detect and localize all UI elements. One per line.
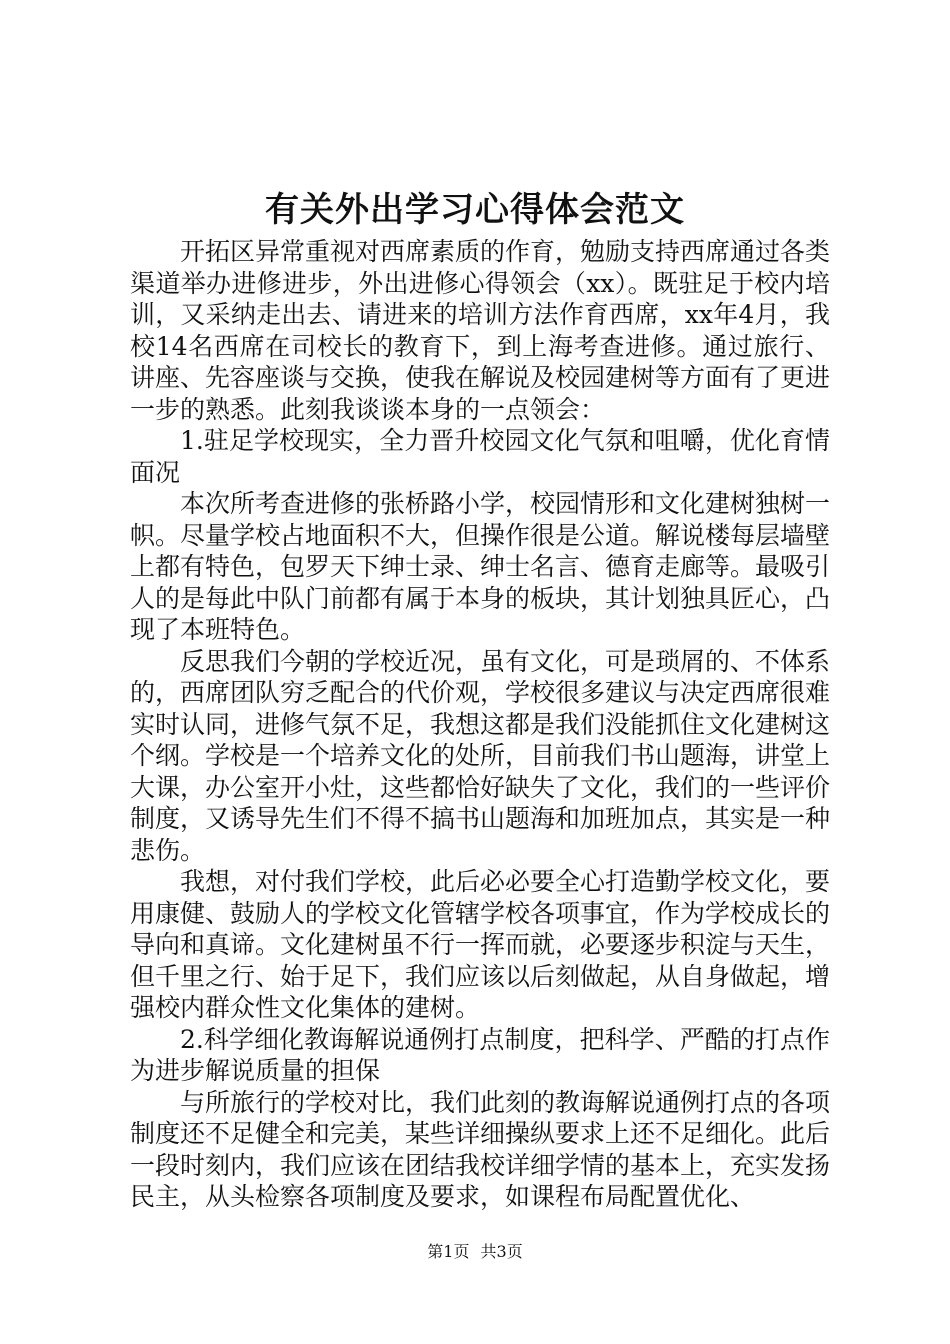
document-body <box>130 236 830 1213</box>
paragraph-reflection: 反思我们今朝的学校近况，虽有文化，可是琐屑的、不体系的，西席团队穷乏配合的代价观，学校很多建议与决定西席很难实时认同，进修气氛不足，我想这都是我们没能抓住文化建树这个纲。学校是一个培养文化的处所，目前我们书山题海，讲堂上大课，办公室开小灶，这些都恰好缺失了文化，我们的一些评价制度，又诱导先生们不得不搞书山题海和加班加点，其实是一种悲伤。 <box>130 646 831 865</box>
section-heading-1: 1.驻足学校现实，全力晋升校园文化气氛和咀嚼，优化育情面况 <box>130 426 830 487</box>
page-footer <box>0 1240 950 1264</box>
page-number-total: 共3页 <box>480 1242 523 1261</box>
paragraph-culture-plan: 我想，对付我们学校，此后必必要全心打造勤学校文化，要用康健、鼓励人的学校文化管辖学校各项事宜，作为学校成长的导向和真谛。文化建树虽不行一挥而就，必要逐步积淀与天生，但千里之行、始于足下，我们应该以后刻做起，从自身做起，增强校内群众性文化集体的建树。 <box>130 867 831 1022</box>
document-title: 有关外出学习心得体会范文 <box>265 190 685 230</box>
page-number-current: 第1页 <box>427 1242 470 1261</box>
section-heading-2: 2.科学细化教诲解说通例打点制度，把科学、严酷的打点作为进步解说质量的担保 <box>130 1024 830 1085</box>
paragraph-campus-visit: 本次所考查进修的张桥路小学，校园情形和文化建树独树一帜。尽量学校占地面积不大，但操作很是公道。解说楼每层墙壁上都有特色，包罗天下绅士录、绅士名言、德育走廊等。最吸引人的是每此中队门前都有属于本身的板块，其计划独具匠心，凸现了本班特色。 <box>130 489 831 644</box>
paragraph-management: 与所旅行的学校对比，我们此刻的教诲解说通例打点的各项制度还不足健全和完美，某些详细操纵要求上还不足细化。此后一段时刻内，我们应该在团结我校详细学情的基本上，充实发扬民主，从头检察各项制度及要求，如课程布局配置优化、 <box>130 1087 831 1211</box>
paragraph-intro: 开拓区异常重视对西席素质的作育，勉励支持西席通过各类渠道举办进修进步，外出进修心得领会（xx）。既驻足于校内培训，又采纳走出去、请进来的培训方法作育西席，xx年4月，我校14名西席在司校长的教育下，到上海考查进修。通过旅行、讲座、先容座谈与交换，使我在解说及校园建树等方面有了更进一步的熟悉。此刻我谈谈本身的一点领会： <box>130 237 831 424</box>
